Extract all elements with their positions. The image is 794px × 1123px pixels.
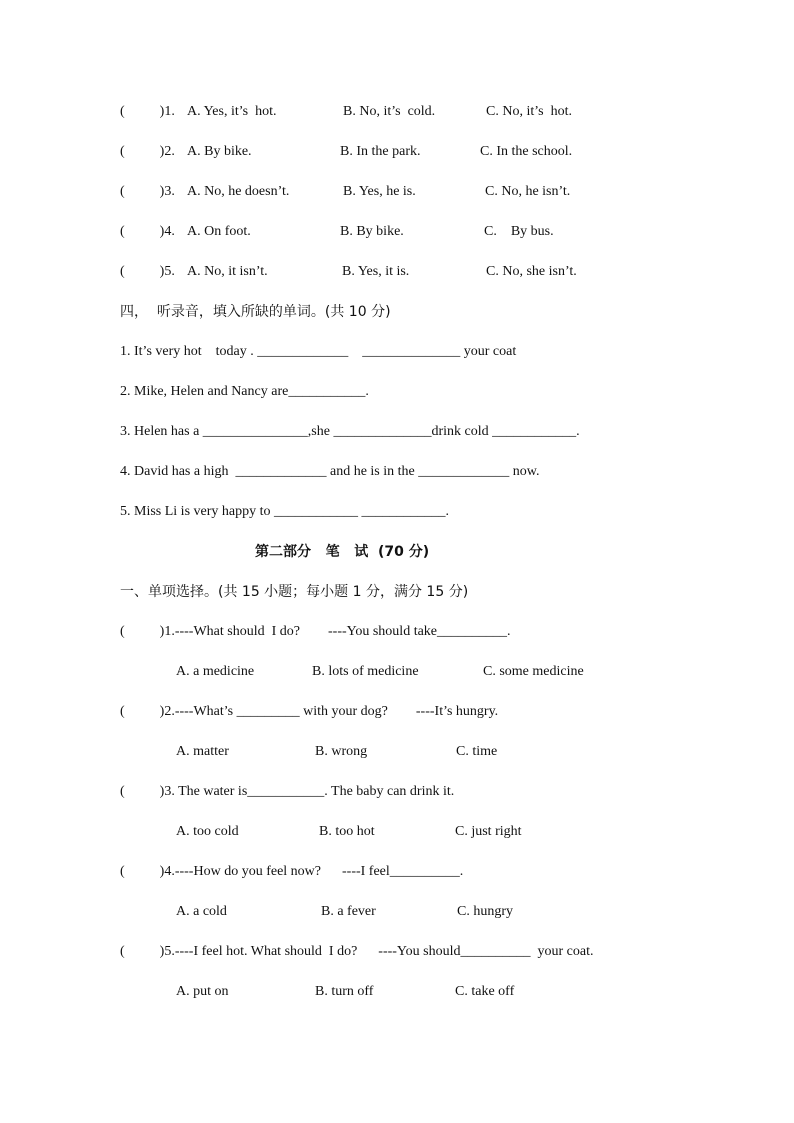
option-c: C. No, she isn’t. [486,264,577,279]
option-a: A. matter [176,744,229,759]
option-c: C. No, it’s hot. [486,104,572,119]
option-b: B. In the park. [340,144,421,159]
option-b: B. By bike. [340,224,404,239]
option-a: A. Yes, it’s hot. [187,104,277,119]
option-c: C. take off [455,984,515,999]
option-b: B. wrong [315,744,368,759]
question-stem: ( )2.----What’s _________ with your dog? ----It’s hungry. [120,704,499,719]
fill-item: 4. David has a high _____________ and he is in the _____________ now. [120,464,540,479]
option-a: A. On foot. [187,224,251,239]
part-title: 第二部分 笔 试 (70 分) [255,544,430,560]
question-stem: ( )1.----What should I do? ----You should take__________. [120,624,511,639]
option-b: B. turn off [315,984,374,999]
option-b: B. Yes, it is. [342,264,410,279]
fill-item: 3. Helen has a _______________,she ______________drink cold ____________. [120,424,580,439]
option-a: A. too cold [176,824,239,839]
option-a: A. a medicine [176,664,255,679]
option-a: A. No, it isn’t. [187,264,268,279]
question-number: ( )1. [120,104,175,119]
question-number: ( )4. [120,224,175,239]
option-a: A. By bike. [187,144,252,159]
fill-item: 1. It’s very hot today . _____________ ______________ your coat [120,344,517,359]
question-stem: ( )3. The water is___________. The baby can drink it. [120,784,455,799]
question-number: ( )2. [120,144,175,159]
option-c: C. In the school. [480,144,573,159]
option-a: A. put on [176,984,229,999]
option-c: C. time [456,744,498,759]
option-a: A. a cold [176,904,227,919]
option-b: B. Yes, he is. [343,184,416,199]
option-c: C. hungry [457,904,513,919]
question-stem: ( )4.----How do you feel now? ----I feel__________. [120,864,464,879]
section-heading: 四， 听录音，填入所缺的单词。(共 10 分) [120,304,391,320]
option-c: C. some medicine [483,664,584,679]
question-number: ( )5. [120,264,175,279]
option-b: B. too hot [319,824,375,839]
option-a: A. No, he doesn’t. [187,184,290,199]
option-b: B. lots of medicine [312,664,419,679]
option-b: B. a fever [321,904,376,919]
option-c: C. just right [455,824,522,839]
question-stem: ( )5.----I feel hot. What should I do? ----You should__________ your coat. [120,944,594,959]
question-number: ( )3. [120,184,175,199]
option-c: C. By bus. [484,224,554,239]
option-c: C. No, he isn’t. [485,184,571,199]
fill-item: 2. Mike, Helen and Nancy are___________. [120,384,369,399]
section-heading: 一、单项选择。(共 15 小题；每小题 1 分，满分 15 分) [120,584,469,600]
option-b: B. No, it’s cold. [343,104,436,119]
fill-item: 5. Miss Li is very happy to ____________ ____________. [120,504,449,519]
